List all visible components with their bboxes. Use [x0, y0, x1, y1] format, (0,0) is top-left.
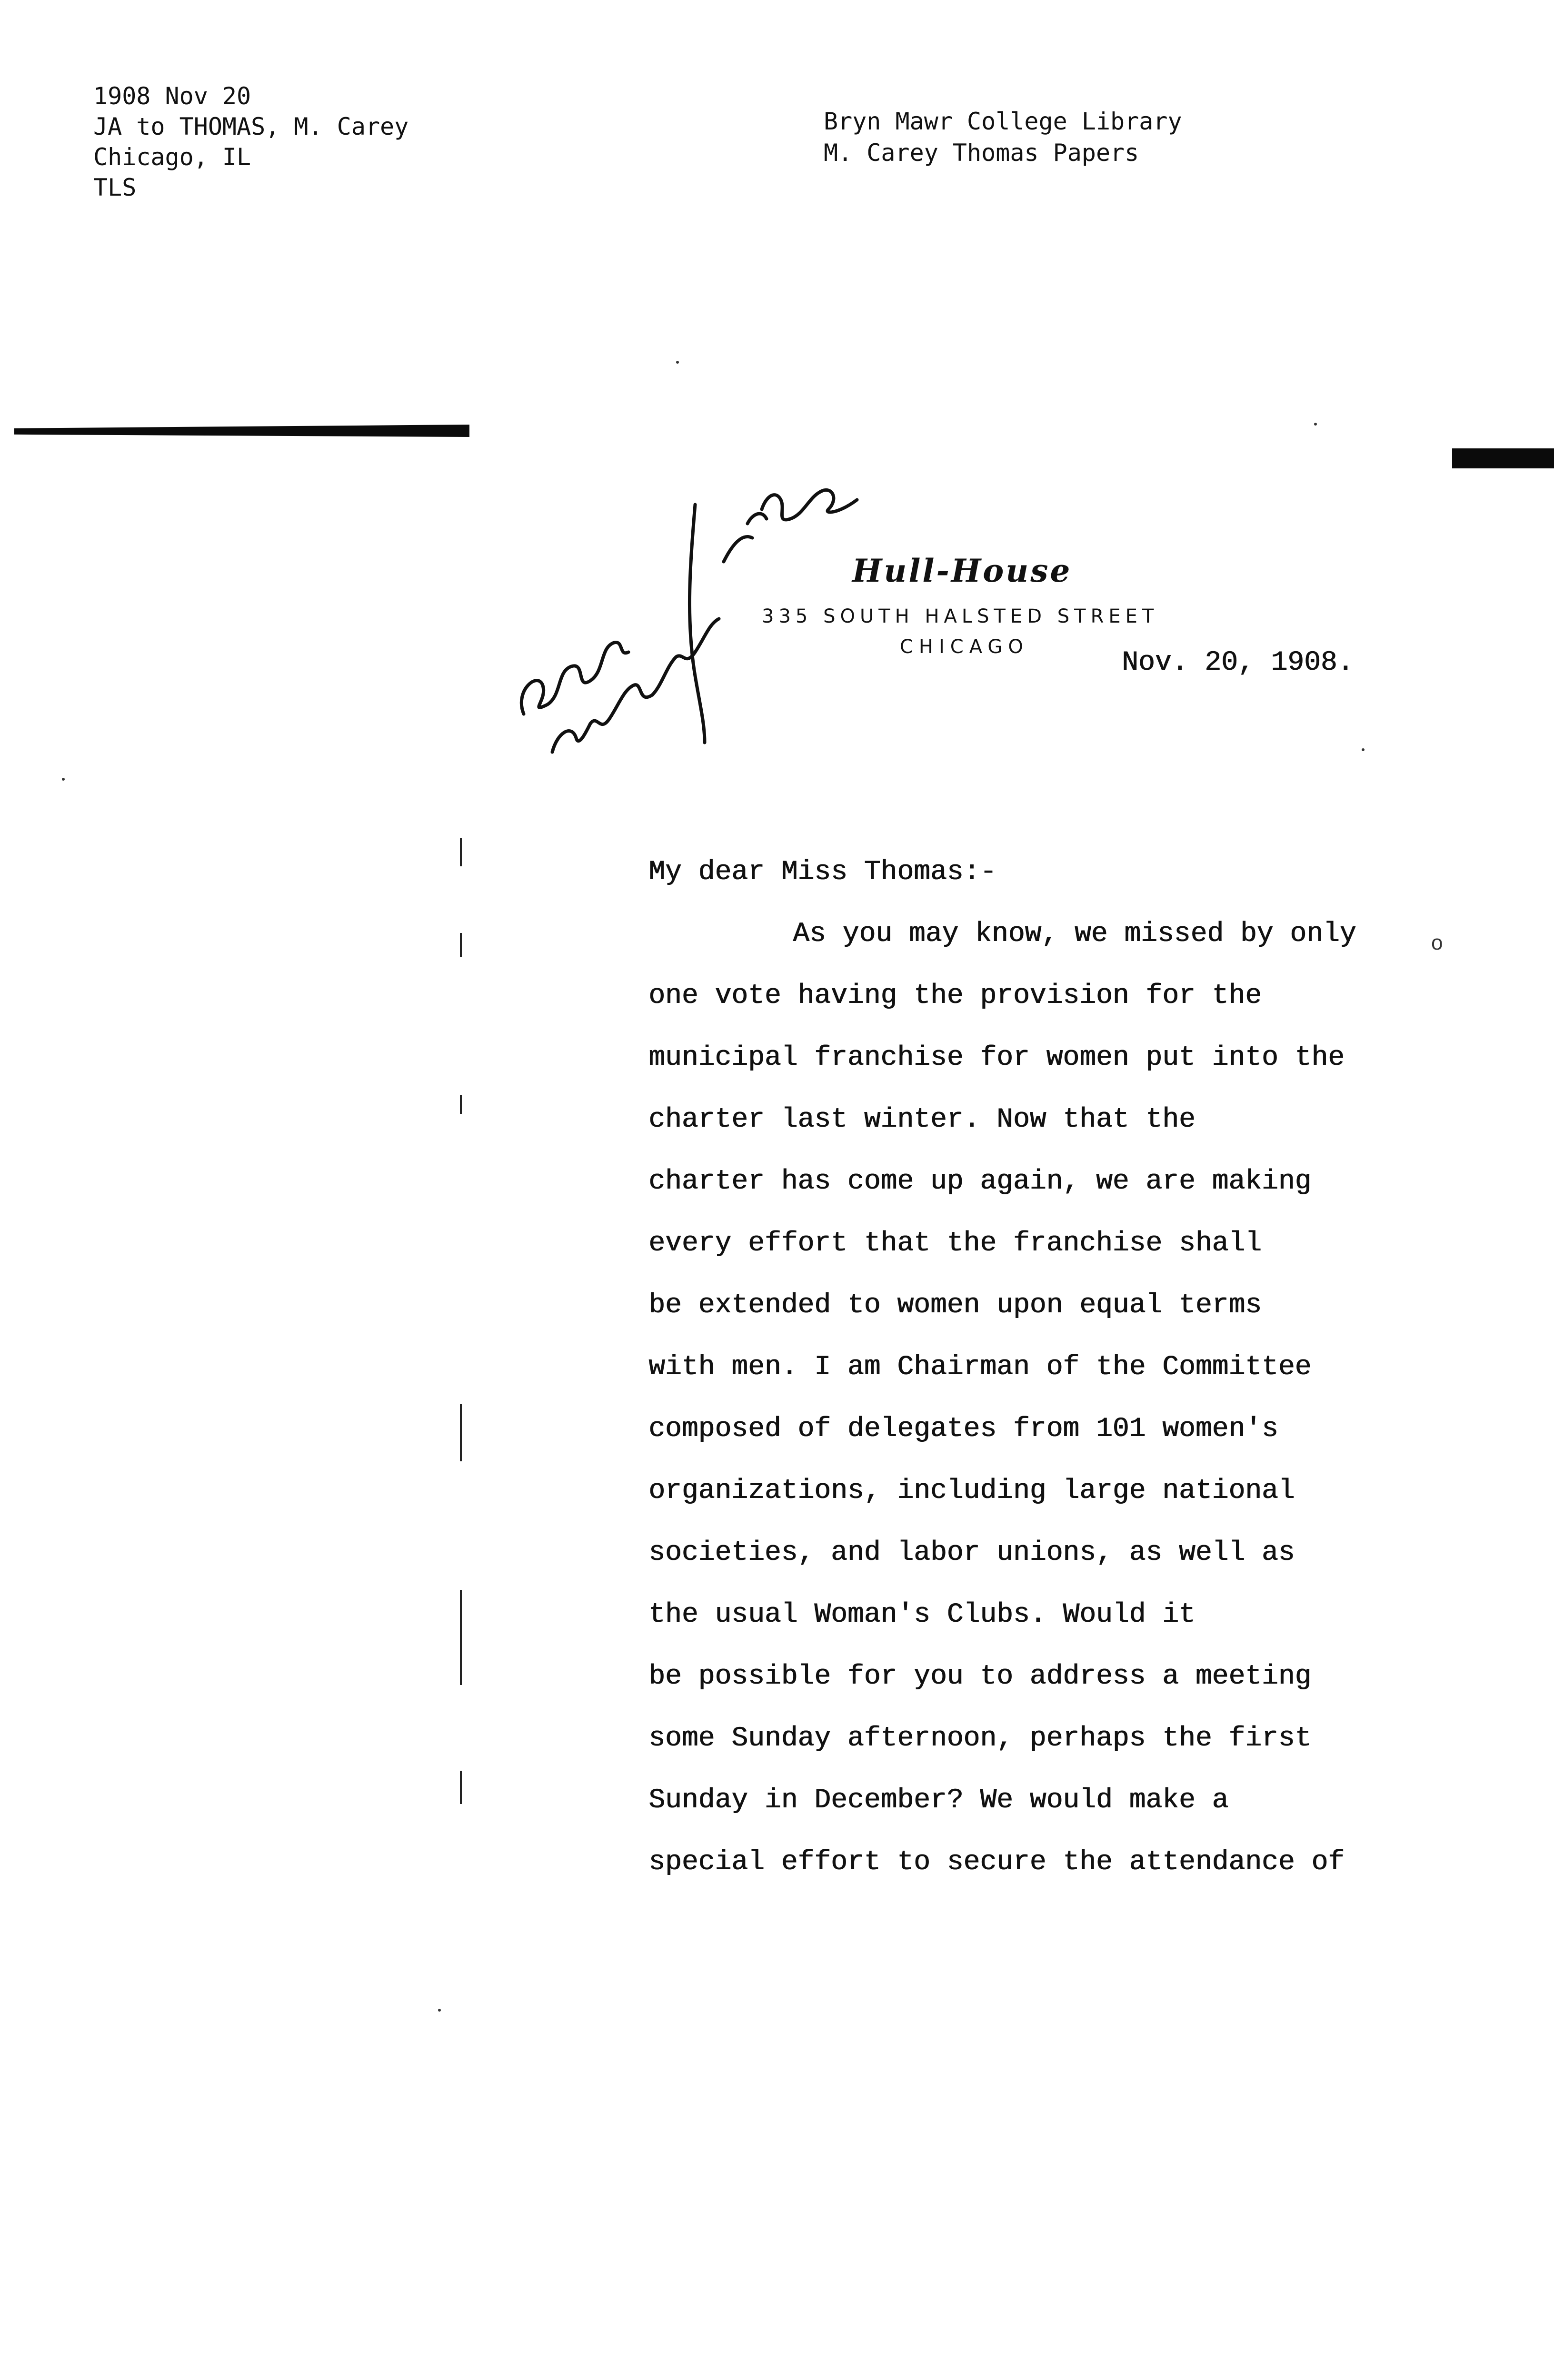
body-line: Sunday in December? We would make a: [648, 1785, 1229, 1816]
archival-label-line: TLS: [93, 174, 137, 201]
body-line: every effort that the franchise shall: [648, 1228, 1262, 1259]
body-line: organizations, including large national: [648, 1476, 1295, 1507]
body-line: some Sunday afternoon, perhaps the first: [648, 1723, 1312, 1754]
body-line: special effort to secure the attendance of: [648, 1847, 1345, 1878]
scan-dot: [438, 2009, 441, 2012]
body-line: societies, and labor unions, as well as: [648, 1537, 1295, 1568]
body-line: be extended to women upon equal terms: [648, 1290, 1262, 1321]
body-line: with men. I am Chairman of the Committee: [648, 1352, 1312, 1383]
scan-tick: [460, 1404, 462, 1461]
letterhead-street: 335 SOUTH HALSTED STREET: [762, 605, 1159, 627]
archive-source-line: M. Carey Thomas Papers: [824, 139, 1139, 167]
body-line: charter last winter. Now that the: [648, 1104, 1195, 1135]
body-line: one vote having the provision for the: [648, 981, 1262, 1012]
archival-label: [93, 81, 408, 203]
archival-label-line: 1908 Nov 20: [93, 82, 251, 110]
scan-dot: [1362, 748, 1365, 751]
archival-label-line: JA to THOMAS, M. Carey: [93, 113, 409, 140]
salutation: My dear Miss Thomas:-: [648, 857, 996, 888]
letterhead-city: CHICAGO: [900, 636, 1029, 658]
body-line: municipal franchise for women put into the: [648, 1042, 1345, 1073]
body-line: the usual Woman's Clubs. Would it: [648, 1599, 1195, 1630]
scan-edge-bar: [14, 425, 469, 437]
scan-tick: [460, 838, 462, 866]
scan-dot: [676, 361, 679, 364]
scan-tick: [460, 933, 462, 957]
body-line: be possible for you to address a meeting: [648, 1661, 1312, 1692]
scan-tick: [460, 1590, 462, 1685]
scan-edge-bar: [1452, 448, 1554, 468]
letterhead-name: Hull-House: [852, 552, 1072, 589]
archive-source: [824, 106, 1182, 169]
scan-tick: [460, 1771, 462, 1804]
body-line: As you may know, we missed by only: [793, 919, 1356, 950]
scan-tick: [460, 1095, 462, 1114]
body-line: composed of delegates from 101 women's: [648, 1414, 1278, 1445]
letter-date: Nov. 20, 1908.: [1122, 647, 1354, 678]
scan-dot: [1314, 423, 1317, 426]
body-line: charter has come up again, we are making: [648, 1166, 1312, 1197]
archival-label-line: Chicago, IL: [93, 143, 251, 171]
margin-mark: o: [1431, 931, 1443, 954]
archive-source-line: Bryn Mawr College Library: [824, 108, 1182, 135]
scan-dot: [62, 778, 65, 781]
